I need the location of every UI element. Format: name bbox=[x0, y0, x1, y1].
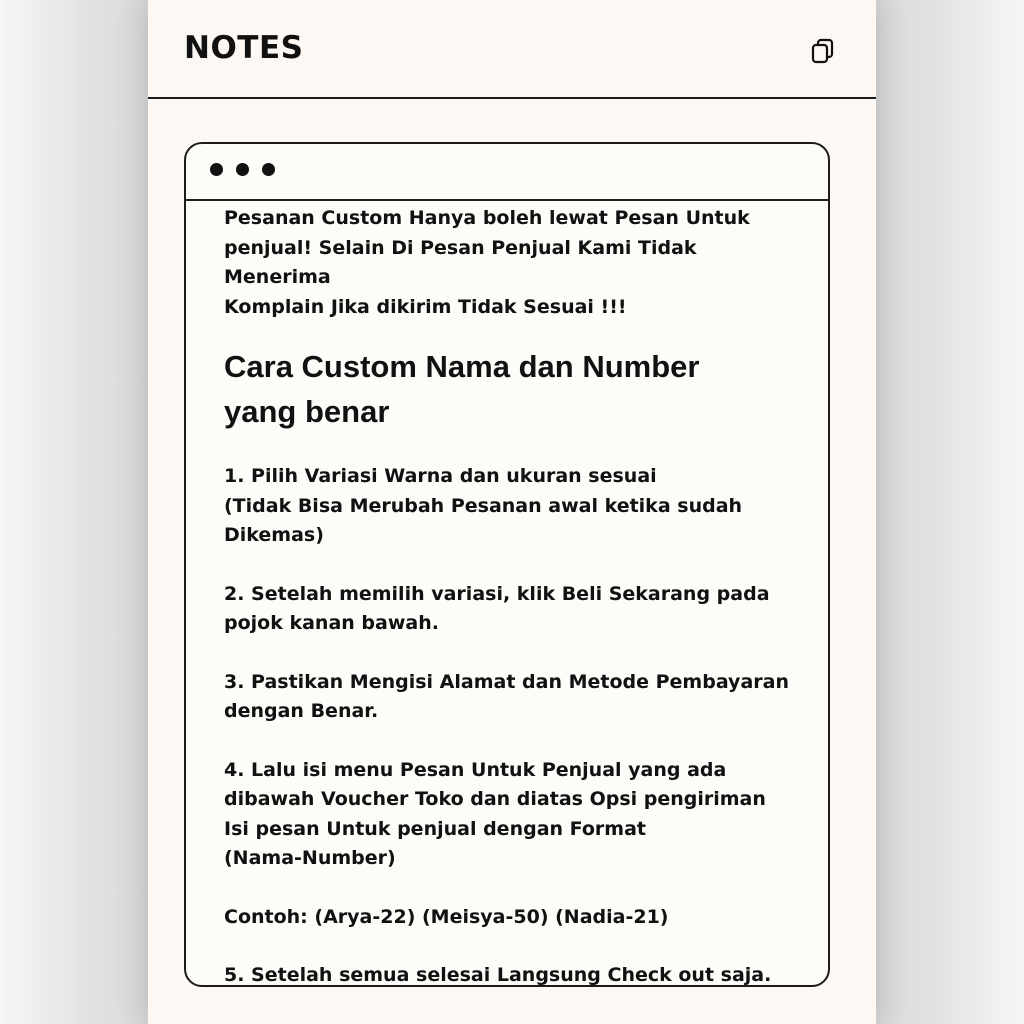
step-item bbox=[224, 961, 794, 991]
step-line: 4. Lalu isi menu Pesan Untuk Penjual yang ada bbox=[224, 758, 727, 781]
section-heading bbox=[224, 344, 794, 434]
example-item bbox=[224, 903, 794, 933]
step-line: 5. Setelah semua selesai Langsung Check out saja. bbox=[224, 964, 772, 986]
notice-text bbox=[224, 204, 794, 322]
window-bar bbox=[186, 144, 828, 201]
notes-page bbox=[148, 0, 876, 1024]
step-line: 1. Pilih Variasi Warna dan ukuran sesuai bbox=[224, 465, 657, 487]
heading-line: yang benar bbox=[224, 394, 390, 429]
step-line: Dikemas) bbox=[224, 524, 324, 546]
step-line: dengan Benar. bbox=[224, 700, 379, 722]
window-dot-icon bbox=[210, 163, 223, 176]
note-body bbox=[224, 204, 794, 1020]
note-card bbox=[184, 142, 830, 987]
background-right bbox=[876, 0, 1024, 1024]
heading-line: Cara Custom Nama dan Number bbox=[224, 349, 700, 384]
notice-line: penjual! Selain Di Pesan Penjual Kami Tidak Menerima bbox=[224, 236, 697, 288]
step-item bbox=[224, 462, 794, 551]
step-item bbox=[224, 580, 794, 639]
step-line: 2. Setelah memilih variasi, klik Beli Sekarang pada bbox=[224, 582, 770, 605]
step-item bbox=[224, 668, 794, 727]
step-line: Isi pesan Untuk penjual dengan Format bbox=[224, 817, 646, 840]
step-line: pojok kanan bawah. bbox=[224, 612, 439, 634]
step-line: (Tidak Bisa Merubah Pesanan awal ketika sudah bbox=[224, 494, 743, 517]
background-left bbox=[0, 0, 148, 1024]
step-item bbox=[224, 756, 794, 874]
copy-icon[interactable] bbox=[809, 37, 837, 65]
step-line: 3. Pastikan Mengisi Alamat dan Metode Pembayaran bbox=[224, 670, 789, 693]
notice-line: Komplain Jika dikirim Tidak Sesuai !!! bbox=[224, 295, 627, 318]
notice-line: Pesanan Custom Hanya boleh lewat Pesan Untuk bbox=[224, 207, 750, 229]
notes-header bbox=[148, 0, 876, 99]
step-line: dibawah Voucher Toko dan diatas Opsi pengiriman bbox=[224, 788, 766, 810]
window-dot-icon bbox=[236, 163, 249, 176]
step-line: (Nama-Number) bbox=[224, 847, 396, 869]
window-dot-icon bbox=[262, 163, 275, 176]
steps-list bbox=[224, 462, 794, 991]
example-line: Contoh: (Arya-22) (Meisya-50) (Nadia-21) bbox=[224, 905, 669, 928]
page-title: NOTES bbox=[184, 30, 304, 66]
